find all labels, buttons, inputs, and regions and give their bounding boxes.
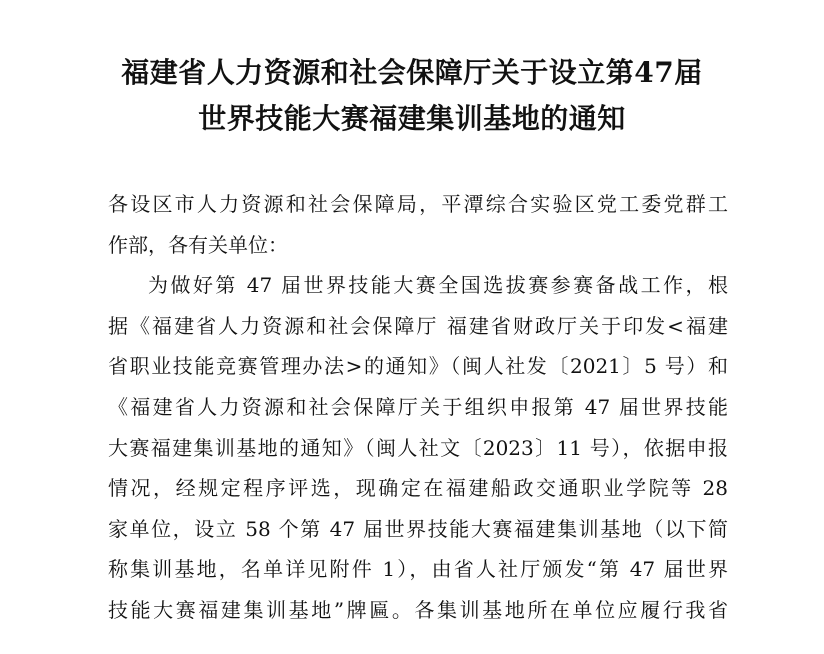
paragraph-line-1: 为做好第 47 届世界技能大赛全国选拔赛参赛备战工作，根 bbox=[148, 273, 728, 298]
paragraph-line-5: 大赛福建集训基地的通知》（闽人社文〔2023〕11 号），依据申报 bbox=[108, 435, 728, 460]
salutation-line-1: 各设区市人力资源和社会保障局，平潭综合实验区党工委党群工 bbox=[108, 192, 728, 216]
paragraph-line-7: 家单位，设立 58 个第 47 届世界技能大赛福建集训基地（以下简 bbox=[108, 516, 728, 541]
paragraph-line-3: 省职业技能竞赛管理办法>的通知》（闽人社发〔2021〕5 号）和 bbox=[108, 354, 728, 379]
paragraph-line-6: 情况，经规定程序评选，现确定在福建船政交通职业学院等 28 bbox=[108, 476, 728, 501]
title-line-1: 福建省人力资源和社会保障厅关于设立第47届 bbox=[121, 56, 703, 89]
paragraph-line-4: 《福建省人力资源和社会保障厅关于组织申报第 47 届世界技能 bbox=[108, 394, 728, 419]
document-title bbox=[40, 50, 784, 142]
paragraph-line-2: 据《福建省人力资源和社会保障厅 福建省财政厅关于印发<福建 bbox=[108, 313, 728, 338]
document-body bbox=[108, 184, 728, 631]
paragraph-line-9: 技能大赛福建集训基地”牌匾。各集训基地所在单位应履行我省 bbox=[108, 597, 728, 622]
paragraph-line-8: 称集训基地，名单详见附件 1），由省人社厅颁发“第 47 届世界 bbox=[108, 557, 728, 582]
title-line-2: 世界技能大赛福建集训基地的通知 bbox=[198, 102, 626, 135]
salutation-line-2: 作部，各有关单位： bbox=[108, 232, 288, 257]
